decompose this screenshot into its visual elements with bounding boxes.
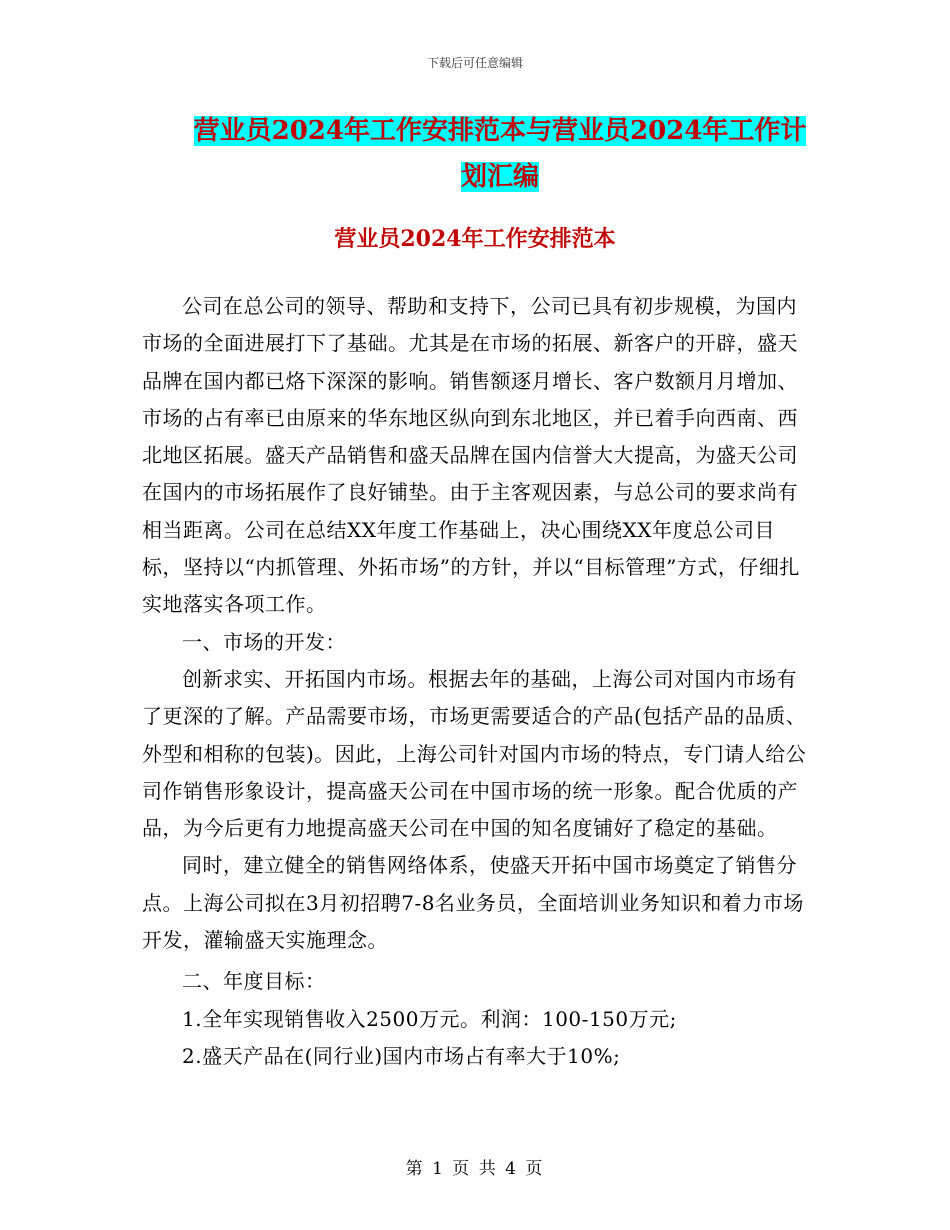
document-title — [150, 108, 850, 200]
heading-annual-goals: 二、年度目标： — [182, 969, 326, 994]
paragraph-market-development: 创新求实、开拓国内市场。根据去年的基础，上海公司对国内市场有了更深的了解。产品需要市场，市场更需要适合的产品(包括产品的品质、外型和相称的包装)。因此，上海公司针对国内市场的特点，专门请人给公司作销售形象设计，提高盛天公司在中国市场的统一形象。配合优质的产品，为今后更有力地提高盛天公司在中国的知名度铺好了稳定的基础。 — [142, 666, 807, 841]
paragraph-intro: 公司在总公司的领导、帮助和支持下，公司已具有初步规模，为国内市场的全面进展打下了基础。尤其是在市场的拓展、新客户的开辟，盛天品牌在国内都已烙下深深的影响。销售额逐月增长、客户数额月月增加、市场的占有率已由原来的华东地区纵向到东北地区，并已着手向西南、西北地区拓展。盛天产品销售和盛天品牌在国内信誉大大提高，为盛天公司在国内的市场拓展作了良好铺垫。由于主客观因素，与总公司的要求尚有相当距离。公司在总结XX年度工作基础上，决心围绕XX年度总公司目标，坚持以“内抓管理、外拓市场”的方针，并以“目标管理”方式，仔细扎实地落实各项工作。 — [142, 294, 800, 617]
goal-item-2: 2.盛天产品在(同行业)国内市场占有率大于10%; — [182, 1043, 621, 1068]
document-title-line-2: 划汇编 — [460, 162, 539, 192]
document-title-line-1: 营业员2024年工作安排范本与营业员2024年工作计 — [193, 116, 807, 146]
goal-item-1: 1.全年实现销售收入2500万元。利润：100-150万元; — [182, 1006, 677, 1031]
paragraph-sales-network: 同时，建立健全的销售网络体系，使盛天开拓中国市场奠定了销售分点。上海公司拟在3月初招聘7-8名业务员，全面培训业务知识和着力市场开发，灌输盛天实施理念。 — [142, 853, 804, 953]
header-note: 下载后可任意编辑 — [426, 56, 523, 70]
section-title: 营业员2024年工作安排范本 — [334, 226, 616, 252]
body-text — [142, 288, 810, 1075]
page-footer: 第 1 页 共 4 页 — [405, 1159, 545, 1179]
heading-market-development: 一、市场的开发： — [182, 629, 346, 654]
